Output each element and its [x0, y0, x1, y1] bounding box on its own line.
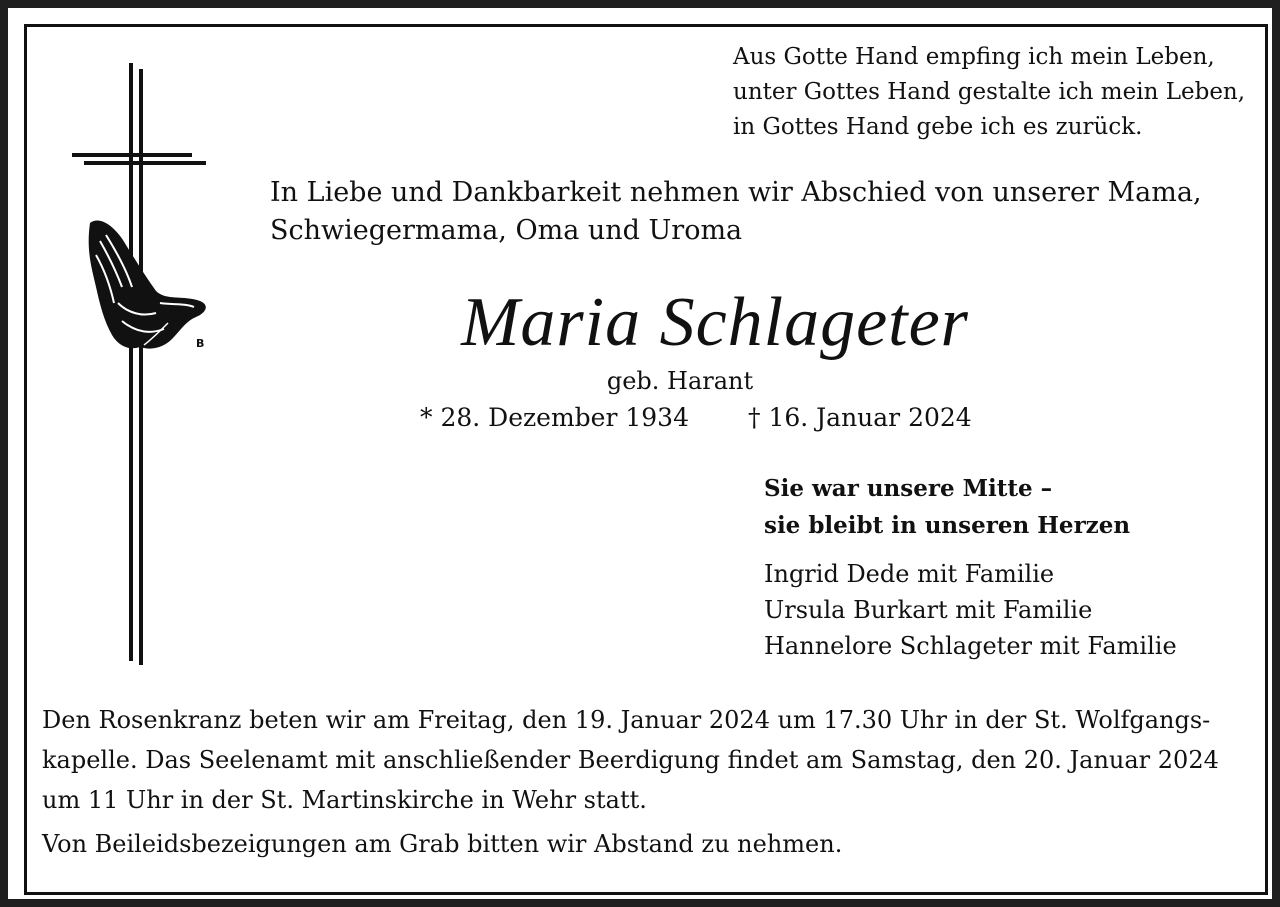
motto-line: unter Gottes Hand gestalte ich mein Leben,	[733, 79, 1246, 105]
motto-line: in Gottes Hand gebe ich es zurück.	[733, 114, 1143, 140]
service-line: kapelle. Das Seelenamt mit anschließender Beerdigung findet am Samstag, den 20. Januar 2024	[42, 746, 1219, 774]
motto-line: Aus Gotte Hand empfing ich mein Leben,	[733, 44, 1215, 70]
mourner-item: Hannelore Schlageter mit Familie	[764, 632, 1177, 660]
intro-line: Schwiegermama, Oma und Uroma	[270, 215, 743, 246]
intro-line: In Liebe und Dankbarkeit nehmen wir Abschied von unserer Mama,	[270, 177, 1202, 208]
service-line: Den Rosenkranz beten wir am Freitag, den 19. Januar 2024 um 17.30 Uhr in der St. Wolfgangs-	[42, 706, 1211, 734]
condolence-note: Von Beileidsbezeigungen am Grab bitten wir Abstand zu nehmen.	[42, 830, 843, 858]
mourner-item: Ingrid Dede mit Familie	[764, 560, 1055, 588]
artist-signature: B	[196, 337, 205, 350]
mourner-item: Ursula Burkart mit Familie	[764, 596, 1093, 624]
deceased-name: Maria Schlageter	[461, 284, 969, 361]
maiden-name: geb. Harant	[606, 367, 754, 395]
birth-date: * 28. Dezember 1934	[420, 403, 689, 432]
saying-line: sie bleibt in unseren Herzen	[764, 512, 1131, 539]
service-line: um 11 Uhr in der St. Martinskirche in Wehr statt.	[42, 786, 647, 814]
death-date: † 16. Januar 2024	[748, 403, 972, 432]
saying-line: Sie war unsere Mitte –	[764, 475, 1053, 502]
farewell-intro	[270, 174, 1230, 250]
memorial-saying	[764, 470, 1130, 544]
service-details	[42, 700, 1252, 820]
mourners-list	[764, 556, 1177, 664]
bible-motto	[733, 40, 1253, 145]
